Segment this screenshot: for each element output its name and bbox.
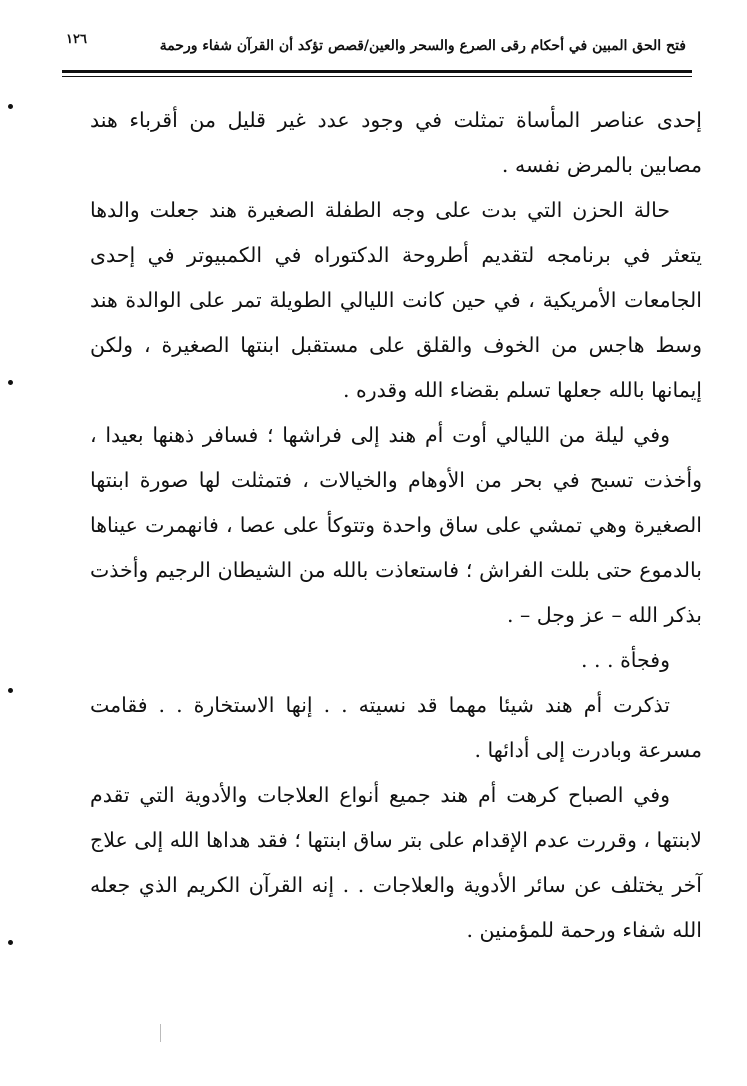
scan-margin-mark: [8, 104, 13, 109]
paragraph: إحدى عناصر المأساة تمثلت في وجود عدد غير قليل من أقرباء هند مصابين بالمرض نفسه .: [90, 108, 702, 177]
paragraph: حالة الحزن التي بدت على وجه الطفلة الصغيرة هند جعلت والدها يتعثر في برنامجه لتقديم أطروحة الدكتوراه في الكمبيوتر في إحدى الجامعات الأمريكية ، في حين كانت الليالي الطويلة تمر على الوالدة هند وسط هاجس من الخوف والقلق على مستقبل ابنتها الصغيرة ، ولكن إيمانها بالله جعلها تسلم بقضاء الله وقدره .: [90, 198, 702, 402]
paragraph: وفجأة . . .: [580, 648, 670, 672]
scan-margin-mark: [8, 940, 13, 945]
paragraph: تذكرت أم هند شيئا مهما قد نسيته . . إنها الاستخارة . . فقامت مسرعة وبادرت إلى أدائها .: [90, 693, 702, 762]
scan-margin-mark: [8, 380, 13, 385]
running-title: فتح الحق المبين في أحكام رقى الصرع والسحر والعين/قصص تؤكد أن القرآن شفاء ورحمة: [159, 38, 686, 54]
header-rule-thin: [62, 76, 692, 77]
paragraph: وفي الصباح كرهت أم هند جميع أنواع العلاجات والأدوية التي تقدم لابنتها ، وقررت عدم الإقدام على بتر ساق ابنتها ؛ فقد هداها الله إلى علاج آخر يختلف عن سائر الأدوية والعلاجات . . إنه القرآن الكريم الذي جعله الله شفاء ورحمة للمؤمنين .: [90, 783, 702, 942]
page-number: ١٢٦: [66, 32, 87, 47]
scan-margin-mark: [8, 688, 13, 693]
page-header: [58, 30, 694, 70]
page-body: [90, 98, 702, 953]
scan-artifact: [160, 1024, 161, 1042]
header-rule: [62, 70, 692, 73]
paragraph: وفي ليلة من الليالي أوت أم هند إلى فراشها ؛ فسافر ذهنها بعيدا ، وأخذت تسبح في بحر من الأوهام والخيالات ، فتمثلت لها صورة ابنتها الصغيرة وهي تمشي على ساق واحدة وتتوكأ على عصا ، فانهمرت عيناها بالدموع حتى بللت الفراش ؛ فاستعاذت بالله من الشيطان الرجيم وأخذت بذكر الله – عز وجل – .: [90, 423, 702, 627]
